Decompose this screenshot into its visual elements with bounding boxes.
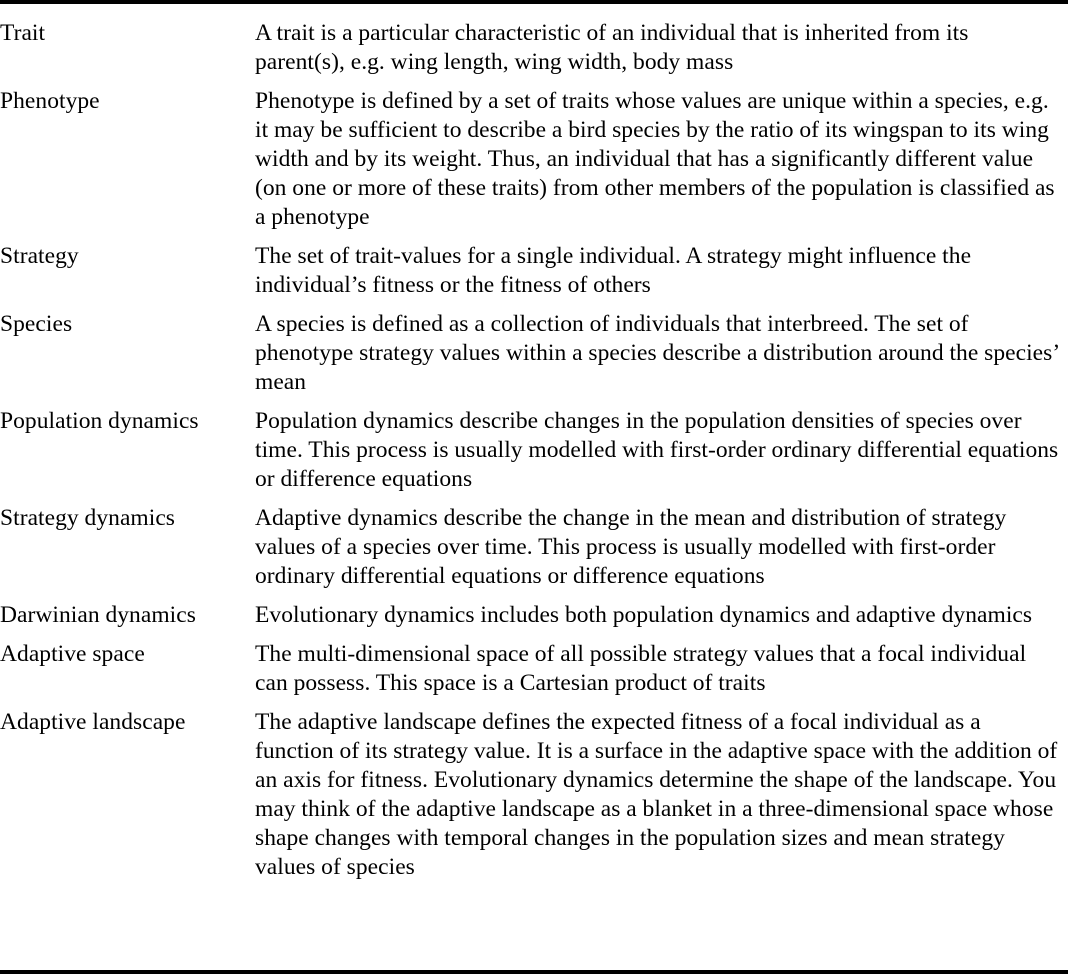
definition-cell (255, 698, 1068, 882)
table-row (0, 300, 1068, 397)
definition-text: Phenotype is defined by a set of traits whose values are unique within a species, e.g. it may be sufficient to describe a bird species by the ratio of its wingspan to its wing width and by its weight. Thus, an individual that has a significantly different value (on one or more of these traits) from other members of the population is classified as a phenotype (255, 88, 1061, 230)
definition-cell (255, 300, 1068, 397)
term-label: Trait (0, 20, 46, 46)
term-label: Adaptive space (0, 641, 145, 667)
table-row (0, 232, 1068, 300)
term-cell (0, 494, 255, 591)
term-cell (0, 397, 255, 494)
definition-text: A trait is a particular characteristic of an individual that is inherited from its parent(s), e.g. wing length, wing width, body mass (255, 20, 975, 75)
table-row (0, 494, 1068, 591)
table-row (0, 630, 1068, 698)
term-label: Strategy (0, 243, 79, 269)
term-label: Population dynamics (0, 408, 199, 434)
term-label: Adaptive landscape (0, 709, 186, 735)
term-cell (0, 300, 255, 397)
term-label: Darwinian dynamics (0, 602, 196, 628)
definition-cell (255, 397, 1068, 494)
definition-cell (255, 77, 1068, 232)
term-cell (0, 77, 255, 232)
term-cell (0, 4, 255, 77)
glossary-table (0, 4, 1068, 882)
definition-cell (255, 630, 1068, 698)
definition-text: A species is defined as a collection of individuals that interbreed. The set of phenotype strategy values within a species describe a distribution around the species’ mean (255, 311, 1065, 395)
definition-text: Population dynamics describe changes in the population densities of species over time. This process is usually modelled with first-order ordinary differential equations or difference equations (255, 408, 1065, 492)
definition-text: The set of trait-values for a single individual. A strategy might influence the individual’s fitness or the fitness of others (255, 243, 977, 298)
term-label: Phenotype (0, 88, 100, 114)
definition-cell (255, 591, 1068, 630)
definition-cell (255, 232, 1068, 300)
table-row (0, 698, 1068, 882)
glossary-table-body (0, 4, 1068, 882)
table-row (0, 77, 1068, 232)
table-row (0, 4, 1068, 77)
table-row (0, 591, 1068, 630)
table-bottom-rule (0, 970, 1068, 974)
term-cell (0, 232, 255, 300)
term-cell (0, 591, 255, 630)
definition-text: The adaptive landscape defines the expected fitness of a focal individual as a function of its strategy value. It is a surface in the adaptive space with the addition of an axis for fitness. Evolutionary dynamics determine the shape of the landscape. You may think of the adaptive landscape as a blanket in a three-dimensional space whose shape changes with temporal changes in the population sizes and mean strategy values of species (255, 709, 1064, 880)
table-row (0, 397, 1068, 494)
definition-cell (255, 494, 1068, 591)
term-label: Strategy dynamics (0, 505, 176, 531)
definition-text: Adaptive dynamics describe the change in the mean and distribution of strategy values of a species over time. This process is usually modelled with first-order ordinary differential equations or difference equations (255, 505, 1013, 589)
term-cell (0, 630, 255, 698)
term-cell (0, 698, 255, 882)
definition-text: The multi-dimensional space of all possible strategy values that a focal individual can possess. This space is a Cartesian product of traits (255, 641, 1032, 696)
term-label: Species (0, 311, 73, 337)
definition-cell (255, 4, 1068, 77)
definition-text: Evolutionary dynamics includes both population dynamics and adaptive dynamics (255, 602, 1033, 628)
